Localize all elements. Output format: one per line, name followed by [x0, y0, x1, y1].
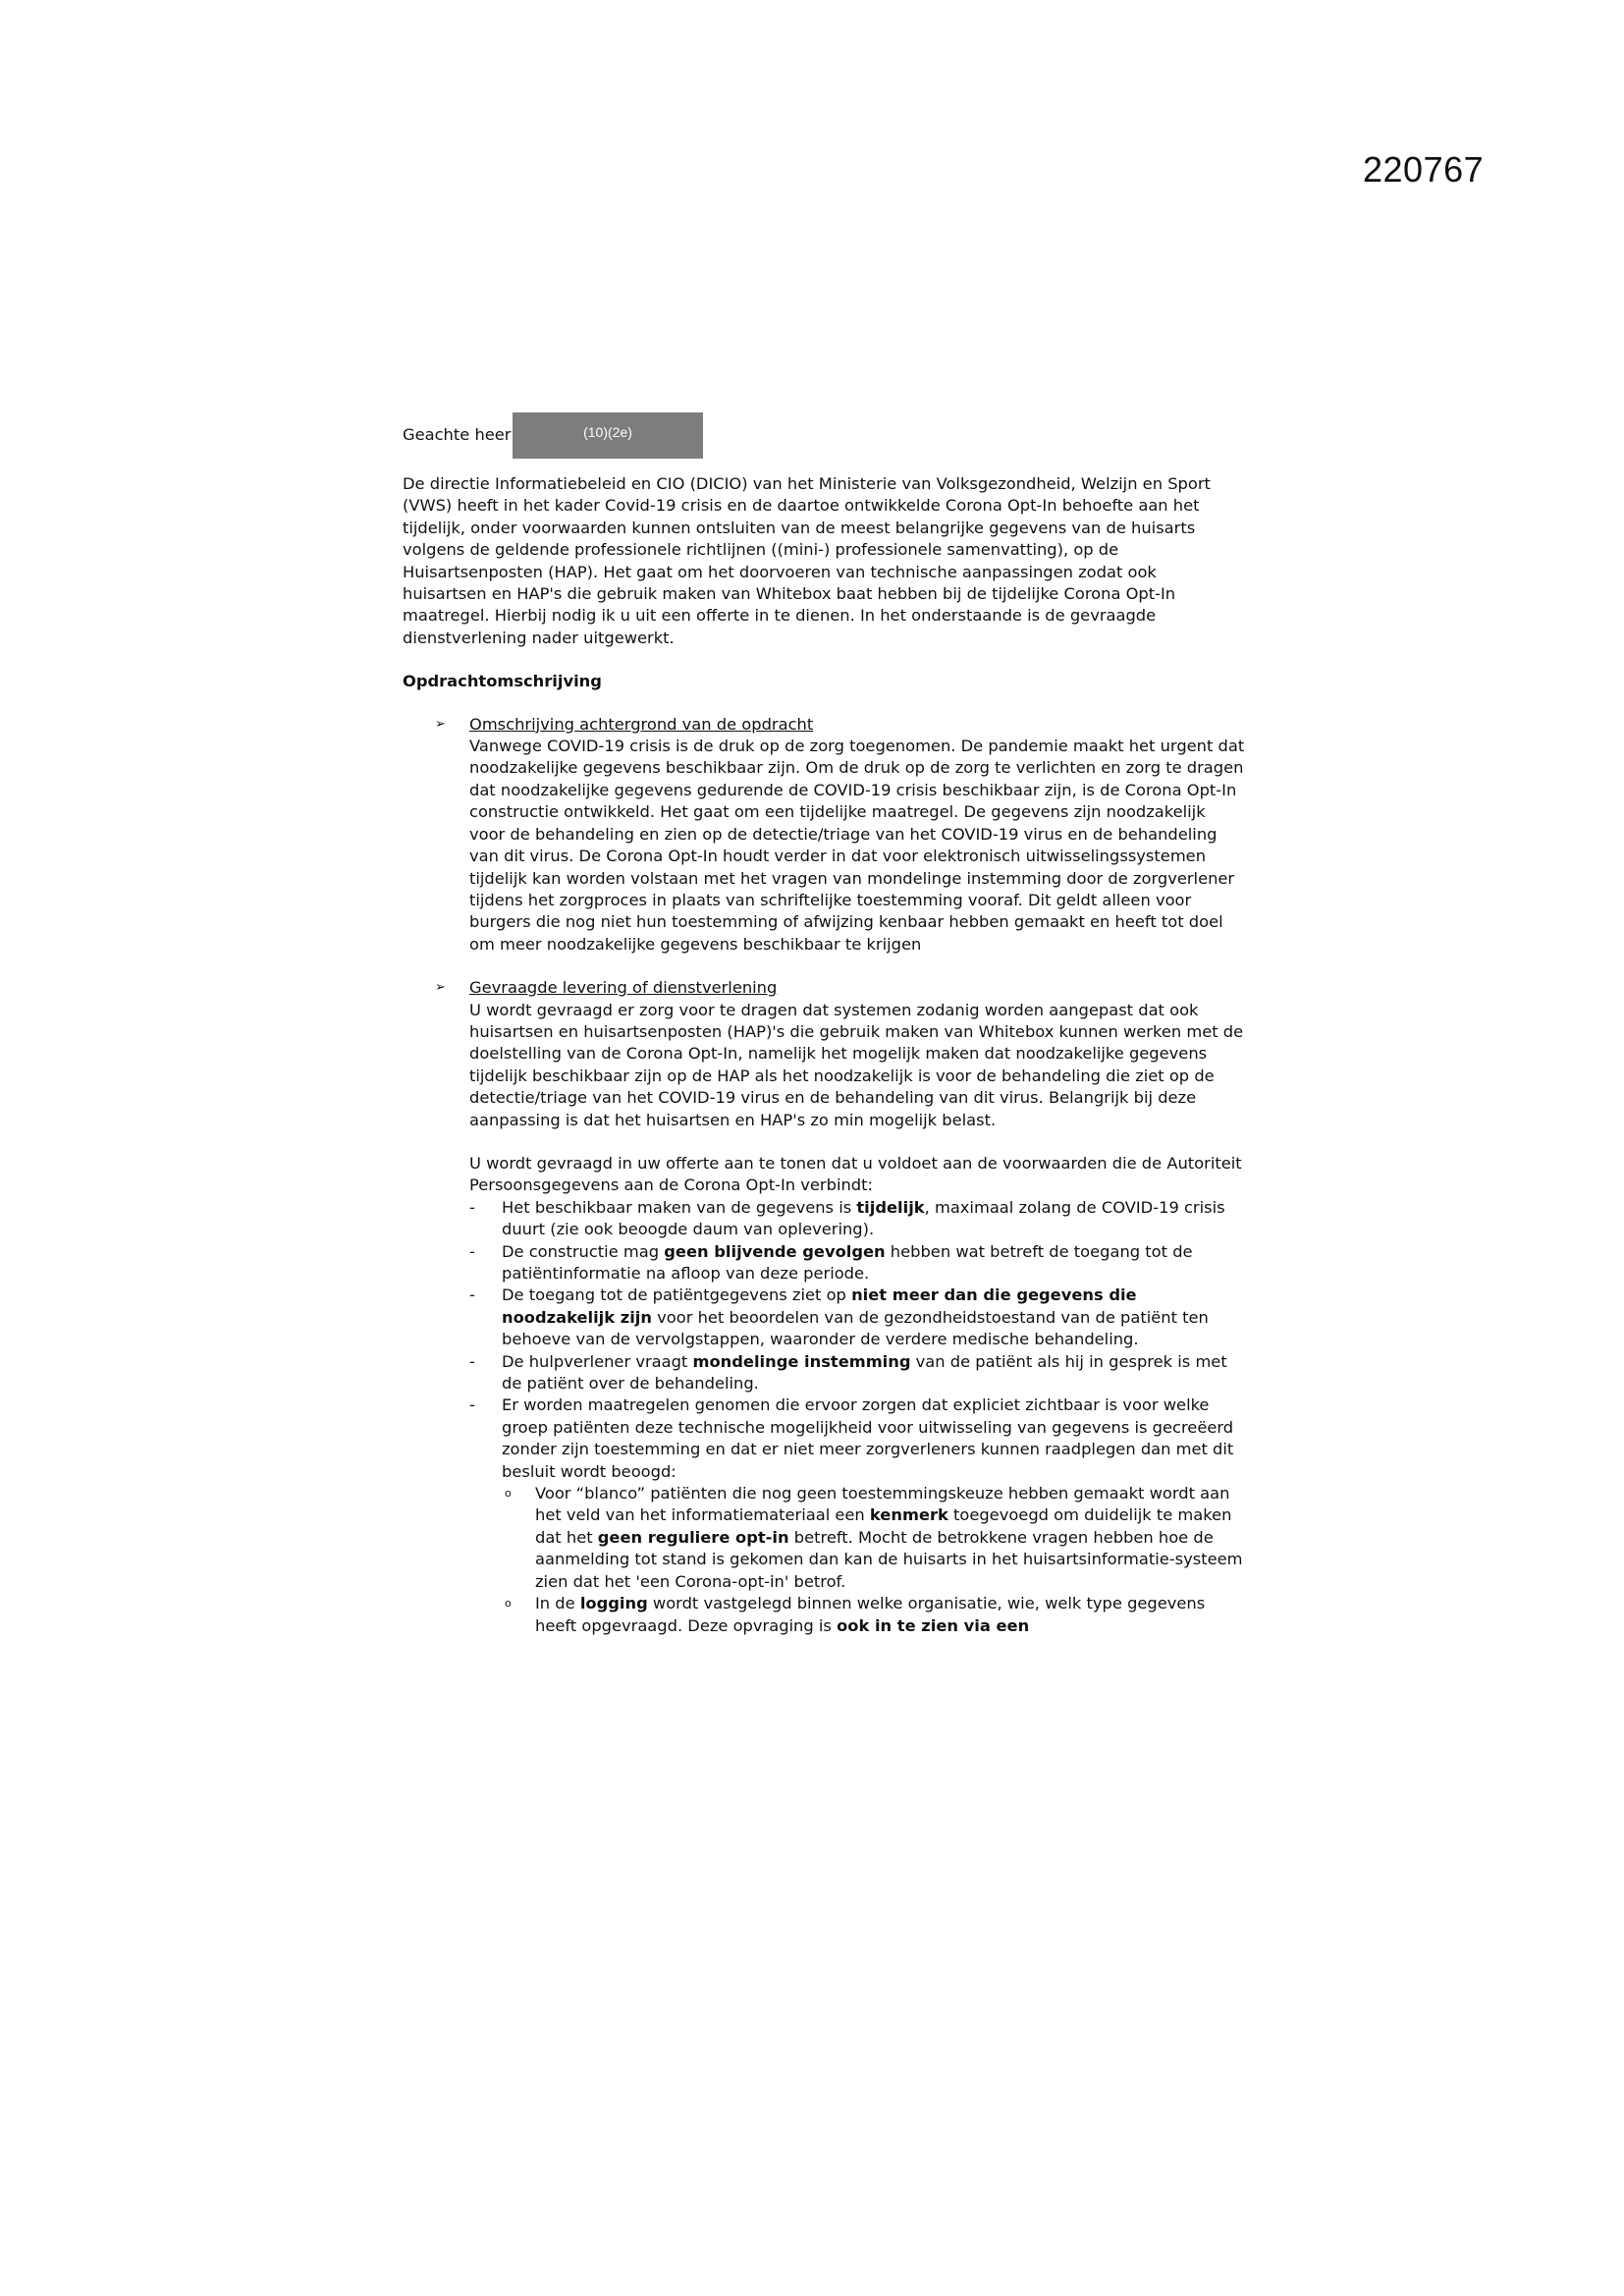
dash-bullet: -	[469, 1395, 475, 1415]
section-delivery	[403, 977, 1245, 1637]
section-background	[403, 714, 1245, 956]
list-item: - De toegang tot de patiëntgegevens ziet op niet meer dan die gegevens die noodzakelijk zijn voor het beoordelen van de gezondheidstoestand van de patiënt ten behoeve van de vervolgstappen, waaronder de verdere medische behandeling.	[469, 1285, 1209, 1349]
list-item: - Het beschikbaar maken van de gegevens is tijdelijk, maximaal zolang de COVID-19 crisis duurt (zie ook beoogde daum van oplevering).	[469, 1197, 1225, 1239]
arrow-bullet-icon: ➢	[435, 980, 446, 996]
conditions-list	[469, 1197, 1245, 1637]
arrow-bullet-icon: ➢	[435, 716, 446, 732]
section-heading: Opdrachtomschrijving	[403, 672, 602, 691]
list-item: - De hulpverlener vraagt mondelinge instemming van de patiënt als hij in gesprek is met de patiënt over de behandeling.	[469, 1351, 1227, 1394]
circle-bullet-icon: o	[505, 1487, 512, 1501]
document-number: 220767	[1363, 149, 1485, 190]
salutation-line	[403, 410, 1245, 460]
dash-bullet: -	[469, 1285, 475, 1305]
dash-bullet: -	[469, 1351, 475, 1371]
list-item: - De constructie mag geen blijvende gevolgen hebben wat betreft de toegang tot de patiëntinformatie na afloop van deze periode.	[469, 1241, 1193, 1283]
section-background-body: Vanwege COVID-19 crisis is de druk op de zorg toegenomen. De pandemie maakt het urgent dat noodzakelijke gegevens beschikbaar zijn. Om de druk op de zorg te verlichten en zorg te dragen dat noodzakelijke gegevens gedurende de COVID-19 crisis beschikbaar zijn, is de Corona Opt-In constructie ontwikkeld. Het gaat om een tijdelijke maatregel. De gegevens zijn noodzakelijk voor de behandeling en zien op de detectie/triage van het COVID-19 virus en de behandeling van dit virus. De Corona Opt-In houdt verder in dat voor elektronisch uitwisselingssystemen tijdelijk kan worden volstaan met het vragen van mondelinge instemming door de zorgverlener tijdens het zorgproces in plaats van schriftelijke toestemming vooraf. Dit geldt alleen voor burgers die nog niet hun toestemming of afwijzing kenbaar hebben gemaakt en heeft tot doel om meer noodzakelijke gegevens beschikbaar te krijgen	[469, 737, 1245, 954]
dash-bullet: -	[469, 1241, 475, 1261]
sublist-item: o Voor “blanco” patiënten die nog geen toestemmingskeuze hebben gemaakt wordt aan het veld van het informatiemateriaal een kenmerk toegevoegd om duidelijk te maken dat het geen reguliere opt-in betreft. Mocht de betrokkene vragen hebben hoe de aanmelding tot stand is gekomen dan kan de huisarts in het huisartsinformatie-systeem zien dat het 'een Corona-opt-in' betrof.	[505, 1484, 1243, 1591]
intro-paragraph: De directie Informatiebeleid en CIO (DICIO) van het Ministerie van Volksgezondheid, Welzijn en Sport (VWS) heeft in het kader Covid-19 crisis en de daartoe ontwikkelde Corona Opt-In behoefte aan het tijdelijk, onder voorwaarden kunnen ontsluiten van de meest belangrijke gegevens van de huisarts volgens de geldende professionele richtlijnen ((mini-) professionele samenvatting), op de Huisartsenposten (HAP). Het gaat om het doorvoeren van technische aanpassingen zodat ook huisartsen en HAP's die gebruik maken van Whitebox baat hebben bij de tijdelijke Corona Opt-In maatregel. Hierbij nodig ik u uit een offerte in te dienen. In het onderstaande is de gevraagde dienstverlening nader uitgewerkt.	[403, 474, 1211, 647]
list-item: - Er worden maatregelen genomen die ervoor zorgen dat expliciet zichtbaar is voor welke groep patiënten deze technische mogelijkheid voor uitwisseling van gegevens is gecreëerd zonder zijn toestemming en dat er niet meer zorgverleners kunnen raadplegen dan met dit besluit wordt beoogd: o Voor “blanco” patiënten die nog geen toestemmingskeuze hebben gemaakt wordt aan het veld van het informatiemateriaal een kenmerk toegevoegd om duidelijk te maken dat het geen reguliere opt-in betreft. Mocht de betrokkene vragen hebben hoe de aanmelding tot stand is gekomen dan kan de huisarts in het huisartsinformatie-systeem zien dat het 'een Corona-opt-in' betrof. o In de logging wordt vastgelegd binnen welke organisatie, wie, welk type gegevens heeft opgevraagd. Deze opvraging is ook in te zien via een	[469, 1394, 1245, 1636]
section-delivery-body: U wordt gevraagd er zorg voor te dragen dat systemen zodanig worden aangepast dat ook huisartsen en huisartsenposten (HAP)'s die gebruik maken van Whitebox kunnen werken met de doelstelling van de Corona Opt-In, namelijk het mogelijk maken dat noodzakelijke gegevens tijdelijk beschikbaar zijn op de HAP als het noodzakelijk is voor de behandeling die ziet op de detectie/triage van het COVID-19 virus en de behandeling van dit virus. Belangrijk bij deze aanpassing is dat het huisartsen en HAP's zo min mogelijk belast.	[469, 1000, 1244, 1129]
circle-bullet-icon: o	[505, 1597, 512, 1611]
redaction-box: (10)(2e)	[513, 412, 703, 459]
section-background-title: Omschrijving achtergrond van de opdracht	[469, 714, 814, 734]
measures-sublist	[469, 1483, 1245, 1637]
section-delivery-title: Gevraagde levering of dienstverlening	[469, 978, 778, 998]
section-delivery-conditions-intro: U wordt gevraagd in uw offerte aan te tonen dat u voldoet aan de voorwaarden die de Autoriteit Persoonsgegevens aan de Corona Opt-In verbindt:	[469, 1153, 1242, 1195]
salutation: Geachte heer	[403, 425, 512, 444]
sublist-item: o In de logging wordt vastgelegd binnen welke organisatie, wie, welk type gegevens heeft opgevraagd. Deze opvraging is ook in te zien via een	[505, 1594, 1206, 1635]
dash-bullet: -	[469, 1197, 475, 1217]
letter-body	[403, 410, 1245, 1637]
